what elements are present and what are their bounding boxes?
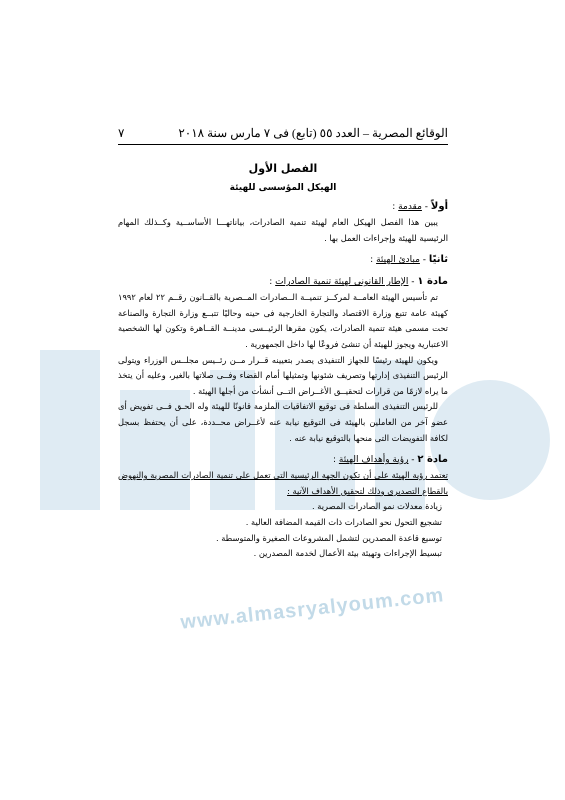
article-number: مادة ٢ [417, 454, 448, 466]
article-2-paragraph: تعتمد رؤية الهيئة على أن تكون الجهة الرئيسية التى تعمل على تنمية الصادرات المصرية والنهوض بالقطاع التصديرى وذلك لتحقيق الأهداف الآتية : [118, 470, 448, 496]
goal-item: توسيع قاعدة المصدرين لتشمل المشروعات الصغيرة والمتوسطة . [215, 532, 442, 543]
article-1-paragraph: للرئيس التنفيذى السلطة فى توقيع الاتفاقيات الملزمة قانونًا للهيئة وله الحـق فــى تفويض أى عضو آخر من العاملين بالهيئة فى التوقيع نيابة عنه لأغــراض محــددة، على أن يحتفظ بسجل لكافة التفويضات التى منحها بالتوقيع نيابة عنه . [118, 401, 448, 443]
watermark-text: www.almasryalyoum.com [179, 584, 446, 634]
section-label: مبادئ الهيئة [376, 255, 420, 266]
section-number: أولاً [430, 201, 448, 212]
article-label: الإطار القانونى لهيئة تنمية الصادرات [275, 277, 409, 288]
article-1-paragraph: تم تأسيس الهيئة العامــة لمركــز تنميــة الــصادرات المــصرية بالقــانون رقــم ٢٢ لعام ١٩٩٢ كهيئة عامة تتبع وزارة الاقتصاد والتجارة الخارجية فى حينه وحاليًا تتبــع وزارة التجارة والصناعة تحت مسمى هيئة تنمية الصادرات، يكون مقرها الرئيــسى مدينــة القــاهرة وتكون لها الشخصية الاعتبارية ويجوز للهيئة أن تنشئ فروعًا لها داخل الجمهورية . [118, 292, 448, 349]
page-number: ٧ [118, 126, 125, 140]
goal-item: تشجيع التحول نحو الصادرات ذات القيمة المضافة العالية . [245, 516, 442, 527]
intro-paragraph: يبين هذا الفصل الهيكل العام لهيئة تنمية الصادرات، بياناتهـــا الأساســية وكــذلك المهام الرئيسية للهيئة وإجراءات العمل بها . [118, 217, 448, 243]
document-page [118, 124, 448, 562]
section-number: ثانيًا [428, 254, 448, 266]
section-first-heading: أولاً - مقدمة : [392, 201, 448, 212]
article-1-paragraph: ويكون للهيئة رئيسًا للجهاز التنفيذى يصدر بتعيينه قــرار مــن رئــيس مجلــس الوزراء ويتولى الرئيس التنفيذى إدارتها وتصريف شئونها وتمثيلها أمام القضاء وفــى صلاتها بالغير، وعليه أن يتخذ ما يراه لازمًا من قرارات لتحقيــق الأغــراض التــى أنشأت من أجلها الهيئة . [118, 354, 448, 396]
page-header [118, 124, 448, 145]
goal-item: تبسيط الإجراءات وتهيئة بيئة الأعمال لخدمة المصدرين . [253, 548, 442, 559]
article-number: مادة ١ [417, 276, 448, 288]
header-title: الوقائع المصرية – العدد ٥٥ (تابع) فى ٧ مارس سنة ٢٠١٨ [178, 126, 448, 140]
article-label: رؤية وأهداف الهيئة [338, 455, 409, 466]
article-2-heading: مادة ٢ - رؤية وأهداف الهيئة : [332, 454, 448, 466]
article-1-heading: مادة ١ - الإطار القانونى لهيئة تنمية الصادرات : [269, 276, 448, 288]
chapter-subtitle: الهيكل المؤسسى للهيئة [229, 183, 337, 193]
section-label: مقدمة [398, 202, 422, 212]
goal-item: زيادة معدلات نمو الصادرات المصرية . [312, 501, 442, 512]
chapter-title: الفصل الأول [248, 162, 318, 175]
section-second-heading: ثانيًا - مبادئ الهيئة : [370, 254, 448, 266]
